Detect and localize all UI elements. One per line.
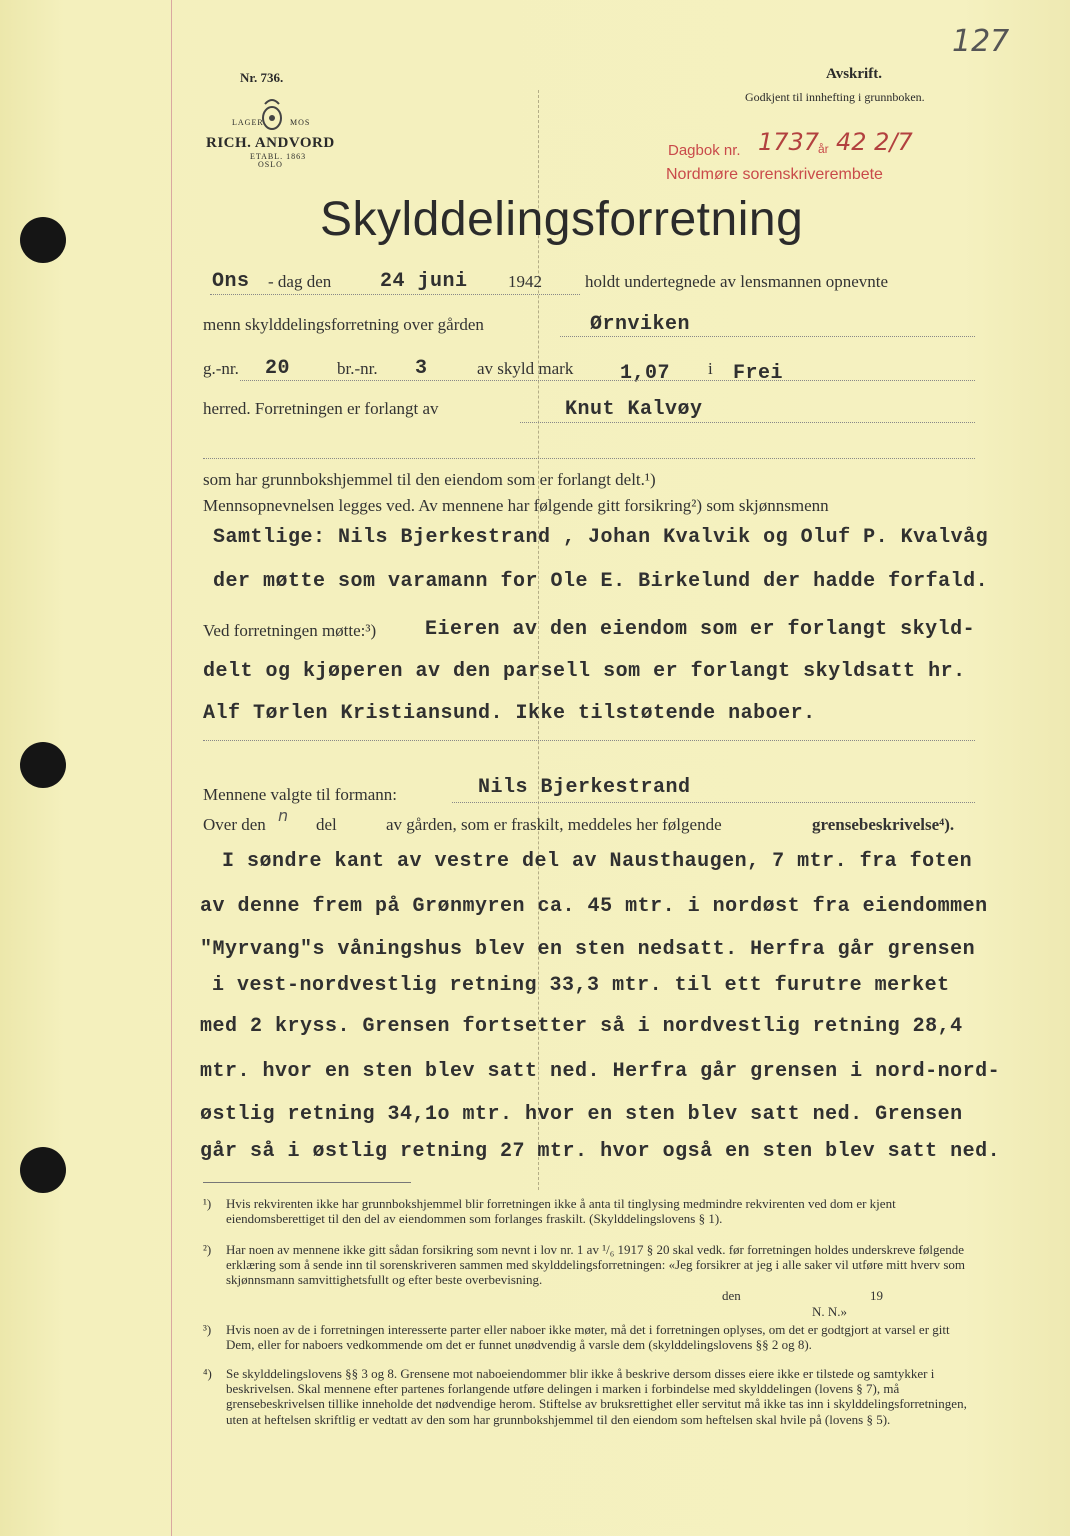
typed-line: delt og kjøperen av den parsell som er forlangt skyldsatt hr. [203,660,966,683]
attended-label: Ved forretningen møtte:³) [203,621,377,640]
punch-hole [20,217,66,263]
held-text: holdt undertegnede av lensmannen opnevnte [585,272,889,291]
boundary-line: "Myrvang"s våningshus blev en sten nedsatt. Herfra går grensen [200,938,976,961]
over-den-suffix: n [278,806,289,825]
footnote-mark: ²) [203,1242,212,1257]
publisher-established: ETABL. 1863 [250,152,307,161]
punch-hole [20,742,66,788]
footnote-2: Har noen av mennene ikke gitt sådan forsikring som nevnt i lov nr. 1 av ¹/₆ 1917 § 20 skal vedk. før forretningen holdes underskreve følgende erklæring som å sende inn til sorenskriveren sammen med skylddelingsforretningen: «Jeg forsikrer at jeg i alle saker vil utføre mitt hverv som skjønnsmann samvittighetsfullt og efter beste overbevisning. [226,1242,966,1288]
skyld-label: av skyld mark [477,359,574,378]
boundary-line: i vest-nordvestlig retning 33,3 mtr. til ett furutre merket [212,974,950,997]
stamp-number: 1737 [758,128,820,156]
mennsopnevnelse-text: Mennsopnevnelsen legges ved. Av mennene har følgende gitt forsikring²) som skjønnsmenn [203,496,829,515]
publisher-city: OSLO [258,160,283,169]
footnote-2-signature: N. N.» [812,1304,848,1319]
footnote-mark: ¹) [203,1196,212,1211]
footnote-3: Hvis noen av de i forretningen interesserte parter eller naboer ikke møter, må det i forretningen oplyses, om det er godtgjort at varsel er gitt Dem, eller for naboers vedkommende om det er funnet unødvendig å varsle dem (skylddelingslovens §§ 2 og 8). [226,1322,950,1353]
stamp-year-prefix: år [818,142,829,156]
footnote-4: Se skylddelingslovens §§ 3 og 8. Grensene mot naboeiendommer blir ikke å beskrive dersom disses eiere ikke er tilstede og samtykker i beskrivelsen. Skal mennene efter partenes forlangende utføre delingen i marken i forbindelse med skylddelingen (lovens § 7), må grensebeskrivelsen tillike inneholde det nødvendige herom. Stiftelse av bruksrettighet eller servitut må ikke tas inn i skylddelingsforretningen, uten at heftelsen skriftlig er vedtatt av den som har grunnbokshjemmel til den eiendom som heftelsen skal hvile på (lovens § 5). [226,1366,967,1427]
boundary-line: østlig retning 34,1o mtr. hvor en sten blev satt ned. Grensen [200,1103,963,1126]
margin-line [171,0,172,1536]
requester-name: Knut Kalvøy [565,398,703,421]
date: 24 juni [380,270,468,293]
skyld-value: 1,07 [620,362,671,385]
footnote-rule [203,1182,411,1183]
stamp-date: 42 2/7 [836,128,913,156]
year: 1942 [508,272,542,291]
avskrift-label: Avskrift. [826,66,882,82]
boundary-label: grensebeskrivelse⁴). [812,815,955,834]
boundary-line: mtr. hvor en sten blev satt ned. Herfra går grensen i nord-nord- [200,1060,1001,1083]
document-title: Skylddelingsforretning [320,193,804,246]
publisher-name: RICH. ANDVORD [206,135,335,151]
del-label: del [316,815,337,834]
dag-den-label: - dag den [268,272,332,291]
weekday: Ons [212,270,250,293]
boundary-line: med 2 kryss. Grensen fortsetter så i nordvestlig retning 28,4 [200,1015,963,1038]
form-number: Nr. 736. [240,70,284,85]
grunnbok-text: som har grunnbokshjemmel til den eiendom som er forlangt delt.¹) [203,470,656,489]
chairman-label: Mennene valgte til formann: [203,785,398,804]
bnr-value: 3 [415,357,428,380]
typed-line: Eieren av den eiendom som er forlangt skyld- [425,618,976,641]
fraskilt-text: av gården, som er fraskilt, meddeles her følgende [386,815,722,834]
diary-stamp [668,142,741,159]
footnote-mark: ⁴) [203,1366,212,1381]
gnr-label: g.-nr. [203,359,239,378]
footnote-2-den: den [722,1288,741,1303]
footnote-mark: ³) [203,1322,212,1337]
bnr-label: br.-nr. [337,359,378,378]
approved-note: Godkjent til innhefting i grunnboken. [745,90,925,104]
farm-name: Ørnviken [590,313,691,336]
typed-line: Alf Tørlen Kristiansund. Ikke tilstøtende naboer. [203,702,816,725]
farm-label: menn skylddelingsforretning over gården [203,315,484,334]
stamp-label: Dagbok nr. [668,142,741,159]
chairman-name: Nils Bjerkestrand [478,776,691,799]
stamp-office: Nordmøre sorenskriverembete [666,166,883,183]
typed-line: Samtlige: Nils Bjerkestrand , Johan Kvalvik og Oluf P. Kvalvåg [213,526,989,549]
boundary-line: I søndre kant av vestre del av Nausthaugen, 7 mtr. fra foten [222,850,973,873]
over-den-label: Over den [203,815,266,834]
boundary-line: av denne frem på Grønmyren ca. 45 mtr. i nordøst fra eiendommen [200,895,988,918]
punch-hole [20,1147,66,1193]
gnr-value: 20 [265,357,291,380]
requested-by-label: herred. Forretningen er forlangt av [203,399,439,418]
municipality: Frei [733,362,784,385]
page-number: 127 [952,24,1010,59]
typed-line: der møtte som varamann for Ole E. Birkelund der hadde forfald. [213,570,989,593]
boundary-line: går så i østlig retning 27 mtr. hvor også en sten blev satt ned. [200,1140,1001,1163]
i-label: i [708,359,713,378]
footnote-1: Hvis rekvirenten ikke har grunnbokshjemmel blir forretningen ikke å anta til tinglysing medmindre rekvirenten ved dom er kjent eiendomsberettiget til den del av eiendommen som forlanges fraskilt. (Skylddelingslovens § 1). [226,1196,896,1227]
footnote-2-year: 19 [870,1288,883,1303]
publisher-logo: LAGER MOS [232,96,312,136]
